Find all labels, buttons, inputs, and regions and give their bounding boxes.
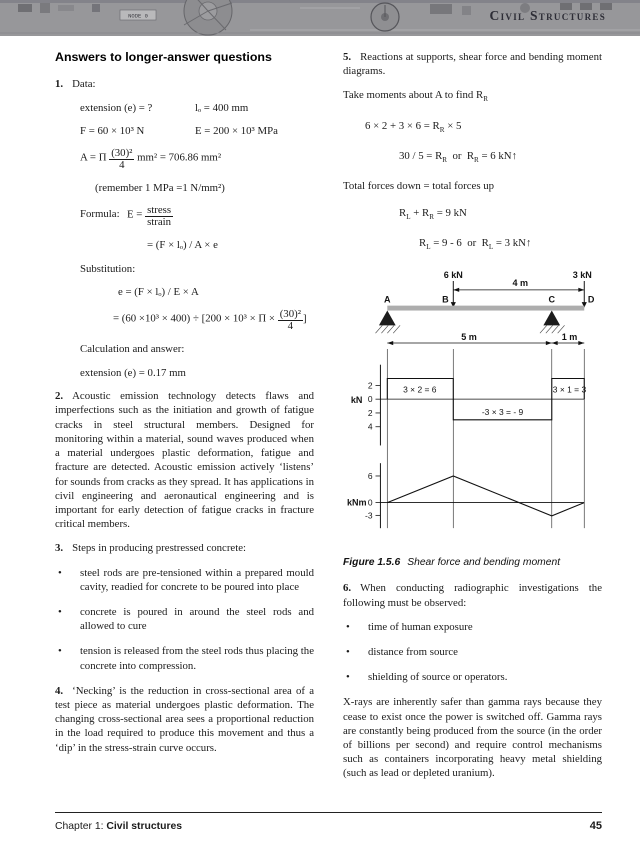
- bullet-icon: •: [346, 646, 350, 659]
- point-d: D: [587, 295, 595, 306]
- running-head: Civil Structures: [489, 8, 606, 23]
- fraction: $\frac{\text{(30)²}}{4}$: [111, 146, 133, 172]
- figure-1-5-6: [343, 266, 602, 568]
- formula-label: Formula:: [80, 208, 120, 221]
- point-a: A: [384, 295, 391, 306]
- moment-equation: $6 \times 2 + 3 \times 6 = R_R \times 5$: [365, 119, 462, 134]
- extension-value: extension (e) = ?: [80, 101, 153, 114]
- bmd-ticks: [375, 476, 380, 515]
- figure-caption: Figure 1.5.6 Shear force and bending moment: [343, 557, 561, 569]
- page-footer: [55, 812, 602, 832]
- substitution-label: Substitution:: [80, 262, 136, 275]
- page-header-banner: [0, 0, 640, 36]
- list-item: • distance from source: [346, 646, 458, 659]
- point-b: B: [442, 295, 449, 306]
- dimension-1m: [552, 332, 584, 345]
- load-b-label: 6 kN: [443, 270, 463, 281]
- sfd-area-bc: -3 × 3 = - 9: [481, 407, 524, 418]
- sfd-area-ab: 3 × 2 = 6: [403, 384, 437, 395]
- force-value: F = 60 × 10³ N: [80, 125, 145, 138]
- svg-text:0: 0: [367, 394, 373, 405]
- item-number: 1.: [55, 78, 64, 90]
- beam: [387, 306, 584, 311]
- right-column: [343, 50, 602, 791]
- item-text: ‘Necking’ is the reduction in cross-sectional area of a test piece as material undergoes plastic deformation. The changing cross-sectional area sees a proportional reduction in the load required to produce this movement and thus a ‘dip’ in the stress-strain curve occurs.: [55, 684, 314, 754]
- footer-rule: [55, 812, 602, 813]
- item-number: 5.: [343, 51, 352, 63]
- calc-label: Calculation and answer:: [80, 343, 185, 356]
- item-text: Acoustic emission technology detects flaws and imperfections such as the initiation and growth of fatigue cracks in steel structural members. Designed for monitoring within a material, sound waves produced when a material undergoes plastic deformation, fatigue and fracture are detected. Acoustic emission actively ‘listens’ for sounds from cracks as they spread. It has applications in civil engineering and aeronautical engineering and is important for early detection of fatigue cracks in fracture critical members.: [55, 390, 314, 531]
- unit-note: (remember 1 MPa =1 N/mm²): [95, 182, 225, 195]
- item-text: Reactions at supports, shear force and bending moment diagrams.: [343, 51, 602, 78]
- bullet-icon: •: [58, 566, 62, 579]
- dimension-5m: [387, 332, 551, 345]
- beam-loading-diagram: [375, 270, 594, 345]
- section-heading: Answers to longer-answer questions: [55, 50, 272, 64]
- item-number: 6.: [343, 582, 352, 595]
- xray-paragraph: X-rays are inherently safer than gamma rays because they cease to exist once the power is switched off. Gamma rays are constantly being produced from the source (in the order of billions per second) and require control mechanisms such as containers incorporating heavy metal shielding (such as lead or depleted uranium).: [343, 696, 602, 780]
- formula-line: Formula: E = $\frac{\text{stress}}{\text{strain}}$: [80, 203, 172, 229]
- bmd-unit-label: kNm: [346, 497, 367, 508]
- bending-moment-line: [387, 476, 584, 516]
- moments-statement: Take moments about A to find $R_R$: [343, 89, 488, 104]
- chip-label: NODE 0: [128, 12, 148, 20]
- bending-moment-diagram: [347, 464, 584, 529]
- fraction: $\frac{\text{stress}}{\text{strain}}$: [147, 203, 172, 229]
- item-number: 3.: [55, 542, 64, 555]
- item-text: Steps in producing prestressed concrete:: [72, 542, 247, 555]
- item-label: Data:: [72, 78, 96, 90]
- sfd-unit-label: kN: [350, 395, 363, 406]
- bullet-icon: •: [346, 671, 350, 684]
- list-item: • shielding of source or operators.: [346, 671, 508, 684]
- formula-line-2: = (F × lₒ) / A × e: [147, 239, 218, 251]
- modulus-value: E = 200 × 10³ MPa: [195, 125, 278, 138]
- item-text: When conducting radiographic investigations the following must be observed:: [343, 582, 602, 609]
- prestressed-steps-list: [55, 566, 314, 673]
- answer-line: extension (e) = 0.17 mm: [80, 366, 186, 379]
- forces-statement: Total forces down = total forces up: [343, 180, 495, 193]
- answer-item-4: [55, 684, 314, 755]
- svg-text:2: 2: [367, 408, 373, 419]
- dimension-4m: [453, 278, 584, 292]
- svg-text:1 m: 1 m: [561, 332, 578, 343]
- data-row-extension: [80, 101, 314, 116]
- support-c: [540, 311, 565, 334]
- answer-item-6-lead: [343, 581, 602, 609]
- length-value: lₒ = 400 mm: [195, 101, 249, 114]
- answer-item-5: [343, 50, 602, 78]
- point-c: C: [548, 295, 556, 306]
- bullet-icon: •: [58, 605, 62, 618]
- reaction-r-result: $30 / 5 = R_R$ or $R_R = 6$ kN↑: [399, 150, 517, 165]
- answer-item-1: [55, 77, 314, 380]
- list-item: • steel rods are pre-tensioned within a prepared mould cavity, readied for concrete to be poured into place: [58, 566, 314, 593]
- chapter-label: Chapter 1: Civil structures: [55, 821, 183, 832]
- svg-text:0: 0: [367, 497, 373, 508]
- svg-text:4 m: 4 m: [512, 278, 529, 289]
- fraction: $\frac{\text{(30)²}}{4}$: [279, 307, 301, 333]
- sfd-ticks: [375, 386, 380, 427]
- radiography-list: [343, 620, 602, 685]
- list-item: • time of human exposure: [346, 620, 473, 633]
- left-column: [55, 50, 314, 791]
- svg-text:6: 6: [367, 471, 373, 482]
- force-sum-equation: $R_L + R_R = 9$ kN: [399, 206, 467, 221]
- list-item: • tension is released from the steel rods thus placing the concrete into compression.: [58, 645, 314, 672]
- sfd-area-cd: 3 × 1 = 3: [552, 384, 587, 395]
- svg-text:4: 4: [367, 422, 373, 433]
- reaction-l-result: $R_L = 9 - 6$ or $R_L = 3$ kN↑: [419, 237, 532, 252]
- shear-force-diagram: [351, 365, 587, 446]
- svg-text:-3: -3: [365, 510, 373, 521]
- answer-item-2: [55, 389, 314, 531]
- svg-text:2: 2: [367, 380, 373, 391]
- substitution-line-2: = (60 ×10³ × 400) ÷ [200 × 10³ × Π × $\frac{\text{(30)²}}{4}$ ]: [113, 307, 307, 333]
- data-row-force: [80, 124, 314, 139]
- svg-text:5 m: 5 m: [461, 332, 477, 343]
- area-equation: A = Π $\frac{\text{(30)²}}{4}$ mm² = 706.86 mm²: [80, 146, 222, 172]
- bullet-icon: •: [346, 620, 350, 633]
- answer-item-3-lead: [55, 541, 314, 555]
- load-d-label: 3 kN: [572, 270, 592, 281]
- page-content: [55, 50, 602, 791]
- beam-shear-moment-diagram: [343, 266, 601, 554]
- construction-lines: [387, 349, 584, 528]
- item-number: 2.: [55, 390, 64, 403]
- substitution-line-1: e = (F × lₒ) / E × A: [118, 286, 199, 299]
- item-number: 4.: [55, 684, 64, 697]
- item-1-lead: [55, 77, 314, 92]
- support-a: [375, 311, 400, 334]
- list-item: • concrete is poured in around the steel rods and allowed to cure: [58, 605, 314, 633]
- page-number: 45: [589, 820, 602, 832]
- bullet-icon: •: [58, 645, 62, 658]
